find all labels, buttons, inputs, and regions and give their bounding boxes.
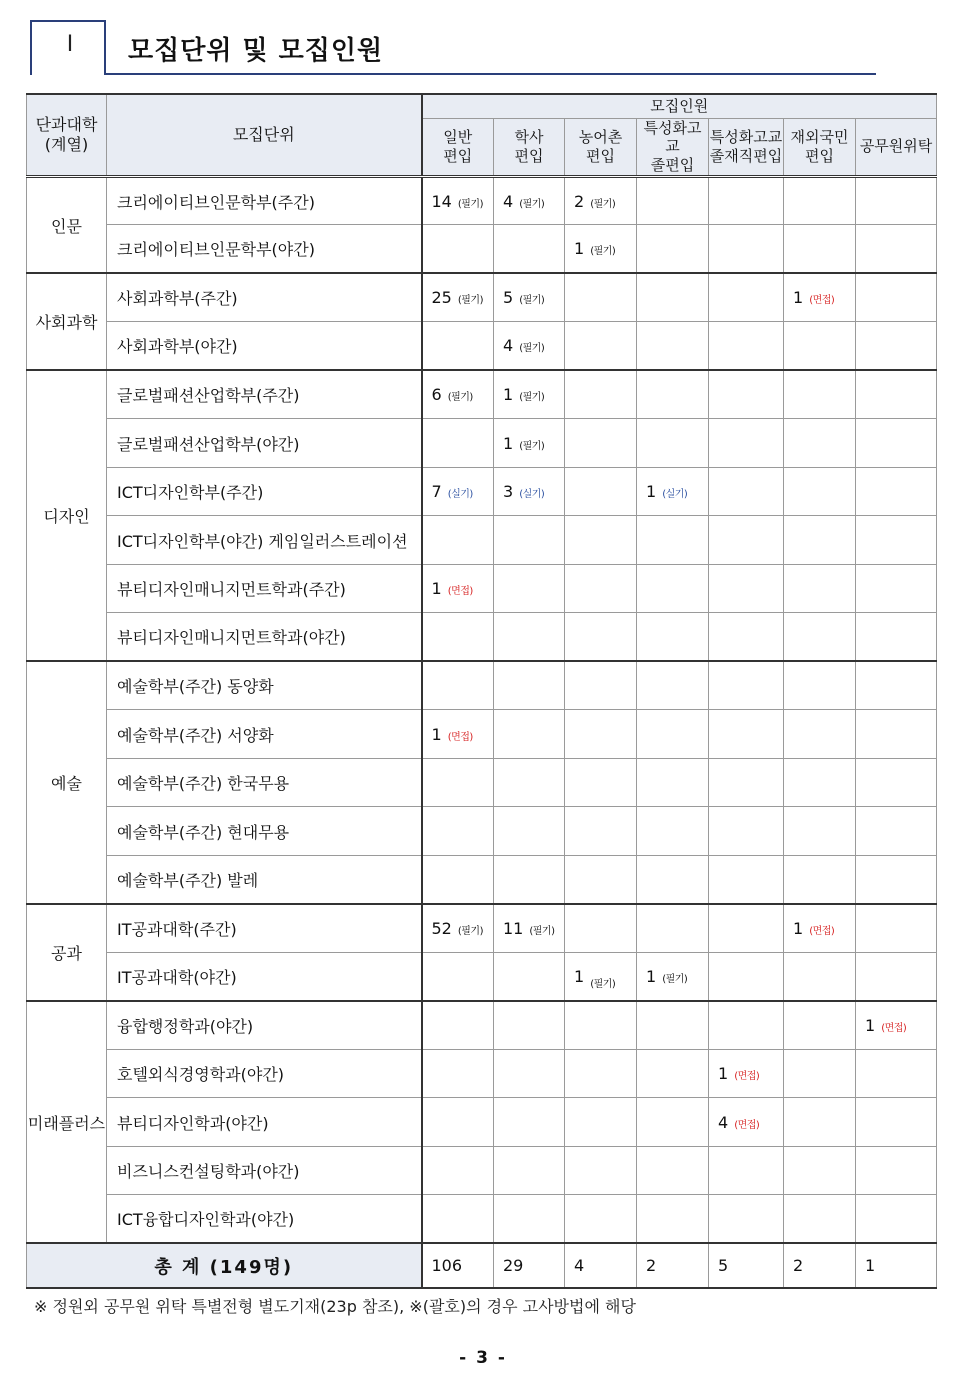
count-value: 1	[503, 385, 514, 405]
unit-cell: 뷰티디자인학과(야간)	[107, 1098, 422, 1147]
table-row	[27, 1146, 937, 1195]
total-value: 29	[494, 1243, 565, 1288]
count-value: 52	[431, 918, 452, 938]
header-college: 단과대학 (계열)	[27, 94, 107, 176]
count-cell	[784, 1098, 856, 1147]
count-cell	[709, 467, 784, 516]
count-value: 5	[503, 288, 514, 308]
count-cell	[709, 1195, 784, 1244]
count-cell	[494, 419, 565, 468]
count-cell	[494, 273, 565, 322]
count-cell	[856, 322, 937, 371]
count-cell	[637, 176, 709, 225]
count-cell	[784, 419, 856, 468]
count-value: 14	[431, 191, 452, 211]
unit-cell: 사회과학부(주간)	[107, 273, 422, 322]
count-value: 1	[793, 288, 804, 308]
count-value: 7	[431, 482, 442, 501]
exam-method-note: (필기)	[457, 295, 483, 307]
count-cell	[637, 516, 709, 565]
count-cell	[856, 273, 937, 322]
table-row	[27, 467, 937, 516]
count-cell	[422, 176, 494, 225]
header-group: 모집인원	[422, 94, 937, 118]
count-cell	[422, 1195, 494, 1244]
count-cell	[422, 952, 494, 1001]
count-cell	[494, 225, 565, 274]
count-cell	[494, 1146, 565, 1195]
count-cell	[709, 904, 784, 953]
count-value: 1	[718, 1064, 729, 1083]
count-cell	[856, 516, 937, 565]
count-value: 1	[646, 966, 657, 986]
count-cell	[637, 1098, 709, 1147]
count-cell	[422, 564, 494, 613]
count-cell	[709, 322, 784, 371]
header-column: 특성화고교 졸재직편입	[709, 118, 784, 176]
count-cell	[494, 322, 565, 371]
count-cell	[494, 1001, 565, 1050]
count-cell	[784, 758, 856, 807]
count-cell	[422, 1001, 494, 1050]
count-cell	[494, 855, 565, 904]
table-row	[27, 1001, 937, 1050]
unit-cell: 뷰티디자인매니지먼트학과(야간)	[107, 613, 422, 662]
footnote: ※ 정원외 공무원 위탁 특별전형 별도기재(23p 참조), ※(괄호)의 경우 고사방법에 해당	[34, 1297, 636, 1316]
section-underline	[104, 73, 876, 75]
count-cell	[709, 1098, 784, 1147]
exam-method-note: (필기)	[519, 440, 545, 452]
count-cell	[565, 176, 637, 225]
table-row	[27, 564, 937, 613]
table-row	[27, 855, 937, 904]
count-cell	[494, 661, 565, 710]
count-cell	[637, 419, 709, 468]
count-cell	[565, 1146, 637, 1195]
count-cell	[565, 225, 637, 274]
count-cell	[709, 1049, 784, 1098]
count-value: 2	[574, 191, 585, 211]
count-cell	[565, 952, 637, 1001]
count-cell	[494, 807, 565, 856]
count-cell	[422, 1098, 494, 1147]
count-value: 1	[503, 433, 514, 453]
total-value: 2	[637, 1243, 709, 1288]
unit-cell: 사회과학부(야간)	[107, 322, 422, 371]
count-cell	[709, 1146, 784, 1195]
exam-method-note: (면접)	[734, 1119, 760, 1131]
header-column: 재외국민 편입	[784, 118, 856, 176]
count-cell	[856, 710, 937, 759]
count-cell	[422, 370, 494, 419]
count-cell	[856, 419, 937, 468]
count-cell	[422, 855, 494, 904]
count-cell	[784, 710, 856, 759]
count-cell	[494, 1098, 565, 1147]
count-cell	[784, 225, 856, 274]
count-cell	[422, 1146, 494, 1195]
count-value: 1	[574, 966, 585, 986]
count-cell	[784, 273, 856, 322]
unit-cell: 글로벌패션산업학부(야간)	[107, 419, 422, 468]
count-cell	[637, 855, 709, 904]
count-cell	[422, 661, 494, 710]
count-value: 1	[431, 579, 442, 598]
header-column: 농어촌 편입	[565, 118, 637, 176]
count-cell	[856, 613, 937, 662]
count-cell	[637, 467, 709, 516]
count-cell	[565, 855, 637, 904]
count-cell	[422, 322, 494, 371]
count-cell	[856, 807, 937, 856]
count-cell	[565, 1098, 637, 1147]
exam-method-note: (필기)	[457, 198, 483, 210]
count-value: 25	[431, 288, 452, 308]
count-cell	[422, 516, 494, 565]
count-value: 4	[503, 336, 514, 356]
exam-method-note: (면접)	[881, 1022, 907, 1034]
count-cell	[494, 176, 565, 225]
count-cell	[709, 516, 784, 565]
table-row	[27, 952, 937, 1001]
table-row	[27, 661, 937, 710]
count-cell	[784, 176, 856, 225]
count-value: 11	[503, 918, 524, 938]
count-cell	[856, 1195, 937, 1244]
count-cell	[565, 661, 637, 710]
unit-cell: 예술학부(주간) 서양화	[107, 710, 422, 759]
count-cell	[856, 1001, 937, 1050]
count-cell	[637, 564, 709, 613]
count-cell	[422, 467, 494, 516]
count-cell	[709, 564, 784, 613]
count-cell	[637, 952, 709, 1001]
header-column: 특성화고교 졸편입	[637, 118, 709, 176]
count-cell	[709, 758, 784, 807]
count-cell	[422, 225, 494, 274]
table-body	[27, 176, 937, 1288]
count-cell	[565, 904, 637, 953]
exam-method-note: (필기)	[519, 343, 545, 355]
unit-cell: ICT융합디자인학과(야간)	[107, 1195, 422, 1244]
table-row	[27, 710, 937, 759]
count-cell	[494, 370, 565, 419]
count-value: 1	[574, 239, 585, 259]
count-cell	[565, 710, 637, 759]
exam-method-note: (필기)	[590, 246, 616, 258]
count-cell	[422, 1049, 494, 1098]
count-cell	[494, 710, 565, 759]
count-cell	[422, 273, 494, 322]
unit-cell: 크리에이티브인문학부(야간)	[107, 225, 422, 274]
count-cell	[709, 176, 784, 225]
college-cell: 예술	[27, 661, 107, 904]
count-cell	[784, 855, 856, 904]
total-value: 4	[565, 1243, 637, 1288]
exam-method-note: (필기)	[447, 392, 473, 404]
unit-cell: 글로벌패션산업학부(주간)	[107, 370, 422, 419]
count-cell	[637, 661, 709, 710]
count-cell	[856, 564, 937, 613]
count-cell	[494, 1195, 565, 1244]
count-cell	[856, 176, 937, 225]
exam-method-note: (실기)	[519, 489, 545, 500]
college-cell: 인문	[27, 176, 107, 273]
count-cell	[565, 370, 637, 419]
count-cell	[637, 613, 709, 662]
total-value: 1	[856, 1243, 937, 1288]
count-cell	[637, 1195, 709, 1244]
count-cell	[637, 370, 709, 419]
count-cell	[784, 807, 856, 856]
exam-method-note: (필기)	[457, 925, 483, 937]
count-cell	[856, 855, 937, 904]
count-cell	[784, 904, 856, 953]
count-cell	[784, 952, 856, 1001]
table-row	[27, 419, 937, 468]
count-cell	[784, 516, 856, 565]
table-row	[27, 370, 937, 419]
count-cell	[784, 564, 856, 613]
unit-cell: IT공과대학(주간)	[107, 904, 422, 953]
count-cell	[709, 1001, 784, 1050]
count-cell	[709, 807, 784, 856]
count-cell	[709, 710, 784, 759]
college-cell: 사회과학	[27, 273, 107, 370]
table-row	[27, 613, 937, 662]
count-cell	[784, 613, 856, 662]
count-cell	[709, 370, 784, 419]
count-cell	[422, 710, 494, 759]
count-cell	[709, 273, 784, 322]
count-cell	[637, 1146, 709, 1195]
count-cell	[637, 273, 709, 322]
header-column: 일반 편입	[422, 118, 494, 176]
count-cell	[637, 904, 709, 953]
count-cell	[637, 322, 709, 371]
exam-method-note: (필기)	[590, 198, 616, 210]
unit-cell: 크리에이티브인문학부(주간)	[107, 176, 422, 225]
college-cell: 공과	[27, 904, 107, 1001]
unit-cell: 예술학부(주간) 한국무용	[107, 758, 422, 807]
section-number: Ⅰ	[66, 32, 74, 57]
unit-cell: 호텔외식경영학과(야간)	[107, 1049, 422, 1098]
count-cell	[565, 322, 637, 371]
count-value: 6	[431, 385, 442, 405]
unit-cell: 예술학부(주간) 발레	[107, 855, 422, 904]
count-cell	[637, 758, 709, 807]
count-cell	[784, 370, 856, 419]
count-cell	[565, 613, 637, 662]
table-row	[27, 273, 937, 322]
count-value: 4	[503, 191, 514, 211]
unit-cell: ICT디자인학부(야간) 게임일러스트레이션	[107, 516, 422, 565]
section-number-box	[30, 20, 106, 75]
table-row	[27, 516, 937, 565]
count-value: 4	[718, 1112, 729, 1132]
page-number: - 3 -	[459, 1348, 507, 1368]
header-column: 공무원위탁	[856, 118, 937, 176]
count-cell	[494, 1049, 565, 1098]
exam-method-note: (필기)	[662, 973, 688, 985]
count-value: 1	[865, 1015, 876, 1035]
count-cell	[422, 419, 494, 468]
count-cell	[856, 1146, 937, 1195]
unit-cell: 예술학부(주간) 동양화	[107, 661, 422, 710]
count-value: 1	[431, 724, 442, 744]
count-cell	[565, 516, 637, 565]
table-row	[27, 322, 937, 371]
count-cell	[784, 467, 856, 516]
exam-method-note: (면접)	[734, 1071, 760, 1082]
count-value: 3	[503, 482, 514, 501]
table-header	[27, 94, 937, 176]
count-cell	[709, 419, 784, 468]
table-row	[27, 225, 937, 274]
table-row	[27, 1049, 937, 1098]
table-row	[27, 904, 937, 953]
exam-method-note: (면접)	[447, 731, 473, 743]
count-cell	[565, 807, 637, 856]
college-cell: 디자인	[27, 370, 107, 661]
count-cell	[637, 710, 709, 759]
count-value: 1	[646, 482, 657, 501]
section-title: 모집단위 및 모집인원	[128, 36, 384, 66]
count-cell	[422, 613, 494, 662]
count-cell	[709, 225, 784, 274]
count-cell	[784, 1195, 856, 1244]
count-cell	[565, 419, 637, 468]
total-row	[27, 1243, 937, 1288]
count-cell	[856, 758, 937, 807]
count-cell	[856, 225, 937, 274]
count-cell	[494, 952, 565, 1001]
count-cell	[565, 1049, 637, 1098]
count-cell	[709, 613, 784, 662]
table-row	[27, 176, 937, 225]
count-cell	[856, 467, 937, 516]
total-value: 106	[422, 1243, 494, 1288]
count-value: 1	[793, 918, 804, 938]
table-row	[27, 1195, 937, 1244]
exam-method-note: (면접)	[447, 586, 473, 597]
total-value: 5	[709, 1243, 784, 1288]
count-cell	[709, 855, 784, 904]
count-cell	[637, 225, 709, 274]
exam-method-note: (면접)	[809, 295, 835, 307]
exam-method-note: (필기)	[519, 295, 545, 307]
count-cell	[422, 807, 494, 856]
count-cell	[494, 467, 565, 516]
count-cell	[565, 467, 637, 516]
total-label: 총 계 (149명)	[27, 1243, 422, 1288]
exam-method-note: (필기)	[590, 978, 616, 990]
exam-method-note: (면접)	[809, 925, 835, 937]
unit-cell: 비즈니스컨설팅학과(야간)	[107, 1146, 422, 1195]
exam-method-note: (필기)	[529, 925, 555, 937]
unit-cell: 뷰티디자인매니지먼트학과(주간)	[107, 564, 422, 613]
count-cell	[565, 564, 637, 613]
count-cell	[422, 904, 494, 953]
count-cell	[856, 1098, 937, 1147]
count-cell	[784, 1001, 856, 1050]
count-cell	[494, 613, 565, 662]
count-cell	[856, 370, 937, 419]
count-cell	[565, 758, 637, 807]
count-cell	[565, 273, 637, 322]
count-cell	[637, 807, 709, 856]
count-cell	[565, 1001, 637, 1050]
table-row	[27, 807, 937, 856]
exam-method-note: (필기)	[519, 392, 545, 404]
college-cell: 미래플러스	[27, 1001, 107, 1244]
count-cell	[856, 904, 937, 953]
table-row	[27, 758, 937, 807]
exam-method-note: (실기)	[447, 489, 473, 500]
count-cell	[637, 1001, 709, 1050]
count-cell	[494, 758, 565, 807]
exam-method-note: (실기)	[662, 489, 688, 500]
count-cell	[856, 661, 937, 710]
count-cell	[422, 758, 494, 807]
header-column: 학사 편입	[494, 118, 565, 176]
count-cell	[784, 322, 856, 371]
count-cell	[784, 1146, 856, 1195]
count-cell	[784, 661, 856, 710]
count-cell	[709, 952, 784, 1001]
count-cell	[494, 516, 565, 565]
recruitment-table	[26, 93, 937, 1289]
count-cell	[637, 1049, 709, 1098]
unit-cell: 예술학부(주간) 현대무용	[107, 807, 422, 856]
table-row	[27, 1098, 937, 1147]
count-cell	[494, 904, 565, 953]
exam-method-note: (필기)	[519, 198, 545, 210]
count-cell	[494, 564, 565, 613]
count-cell	[709, 661, 784, 710]
count-cell	[856, 952, 937, 1001]
header-unit: 모집단위	[107, 94, 422, 176]
count-cell	[565, 1195, 637, 1244]
count-cell	[856, 1049, 937, 1098]
unit-cell: IT공과대학(야간)	[107, 952, 422, 1001]
unit-cell: ICT디자인학부(주간)	[107, 467, 422, 516]
count-cell	[784, 1049, 856, 1098]
total-value: 2	[784, 1243, 856, 1288]
unit-cell: 융합행정학과(야간)	[107, 1001, 422, 1050]
